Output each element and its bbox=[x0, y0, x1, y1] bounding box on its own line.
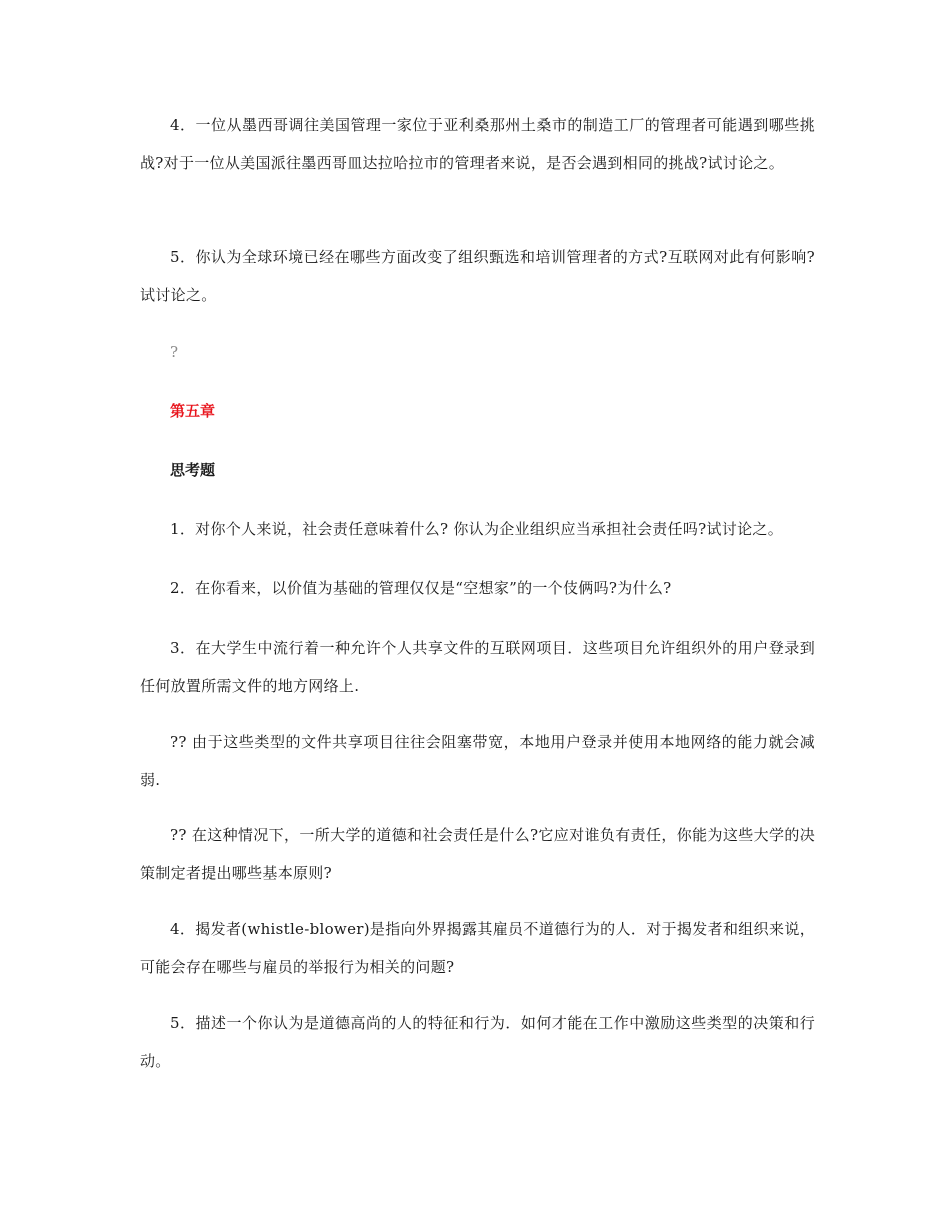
question-item-4: 4．揭发者(whistle-blower)是指向外界揭露其雇员不道德行为的人．对于揭发者和组织来说，可能会存在哪些与雇员的举报行为相关的问题? bbox=[140, 920, 815, 976]
question-3-sub-2: ?? 在这种情况下，一所大学的道德和社会责任是什么?它应对谁负有责任，你能为这些大学的决策制定者提出哪些基本原则? bbox=[140, 826, 815, 882]
question-3-sub-1: ?? 由于这些类型的文件共享项目往往会阻塞带宽，本地用户登录并使用本地网络的能力就会减弱. bbox=[140, 733, 815, 789]
prev-question-4: 4．一位从墨西哥调往美国管理一家位于亚利桑那州土桑市的制造工厂的管理者可能遇到哪些挑战?对于一位从美国派往墨西哥皿达拉哈拉市的管理者来说，是否会遇到相同的挑战?试讨论之。 bbox=[140, 116, 815, 172]
question-item-3: 3．在大学生中流行着一种允许个人共享文件的互联网项目．这些项目允许组织外的用户登录到任何放置所需文件的地方网络上. bbox=[140, 639, 815, 695]
prev-question-5: 5．你认为全球环境已经在哪些方面改变了组织甄选和培训管理者的方式?互联网对此有何影响?试讨论之。 bbox=[140, 248, 815, 304]
stray-question-mark: ? bbox=[170, 343, 179, 361]
question-item-2: 2．在你看来，以价值为基础的管理仅仅是“空想家”的一个伎俩吗?为什么? bbox=[170, 579, 672, 597]
question-item-5: 5．描述一个你认为是道德高尚的人的特征和行为．如何才能在工作中激励这些类型的决策和行动。 bbox=[140, 1014, 815, 1070]
section-heading: 思考题 bbox=[170, 461, 216, 479]
chapter-title: 第五章 bbox=[170, 402, 216, 420]
question-item-1: 1．对你个人来说，社会责任意味着什么? 你认为企业组织应当承担社会责任吗?试讨论之。 bbox=[170, 520, 783, 538]
